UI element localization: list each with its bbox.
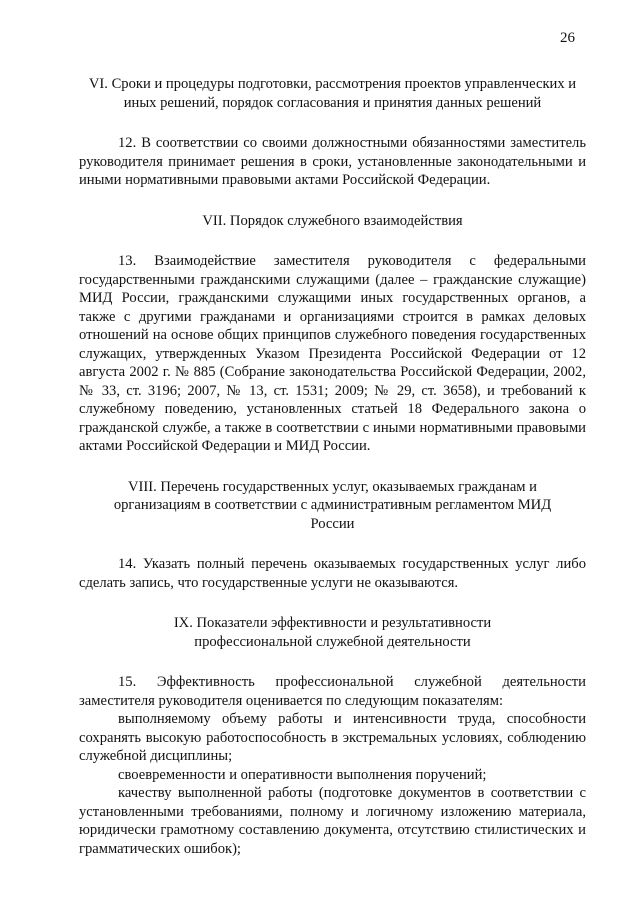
section-7-heading: VII. Порядок служебного взаимодействия [202,212,463,229]
paragraph-14: 14. Указать полный перечень оказываемых государственных услуг либо сделать запись, что государственные услуги не оказываются. [79,556,586,591]
section-6-heading: VI. Сроки и процедуры подготовки, рассмотрения проектов управленческих и иных решений, порядок согласования и принятия данных решений [88,76,577,111]
document-body [79,75,586,858]
list-item: выполняемому объему работы и интенсивности труда, способности сохранять высокую работоспособность в экстремальных условиях, соблюдению служебной дисциплины; [79,711,586,764]
section-9-heading: IX. Показатели эффективности и результативности профессиональной служебной деятельности [173,615,492,650]
list-item: своевременности и оперативности выполнения поручений; [118,766,487,783]
paragraph-12: 12. В соответствии со своими должностными обязанностями заместитель руководителя принимает решения в сроки, установленные законодательными и иными нормативными правовыми актами Российской Федерации. [79,135,586,188]
paragraph-15: 15. Эффективность профессиональной служебной деятельности заместителя руководителя оценивается по следующим показателям: [79,674,586,709]
section-8-heading: VIII. Перечень государственных услуг, оказываемых гражданам и организациям в соответствии с административным регламентом МИД России [113,478,552,532]
page-number: 26 [560,30,575,46]
list-item: качеству выполненной работы (подготовке документов в соответствии с установленными требованиями, полному и логичному изложению материала, юридически грамотному составлению документа, отсутствию стилистических и грамматических ошибок); [79,785,586,857]
paragraph-13: 13. Взаимодействие заместителя руководителя с федеральными государственными гражданскими служащими (далее – гражданские служащие) МИД России, гражданскими служащими иных государственных органов, а также с другими гражданами и организациями строится в рамках деловых отношений на основе общих принципов служебного поведения государственных служащих, утвержденных Указом Президента Российской Федерации от 12 августа 2002 г. № 885 (Собрание законодательства Российской Федерации, 2002, № 33, ст. 3196; 2007, № 13, ст. 1531; 2009; № 29, ст. 3658), и требований к служебному поведению, установленных статьей 18 Федерального закона о гражданской службе, а также в соответствии с иными нормативными правовыми актами Российской Федерации и МИД России. [79,253,586,454]
